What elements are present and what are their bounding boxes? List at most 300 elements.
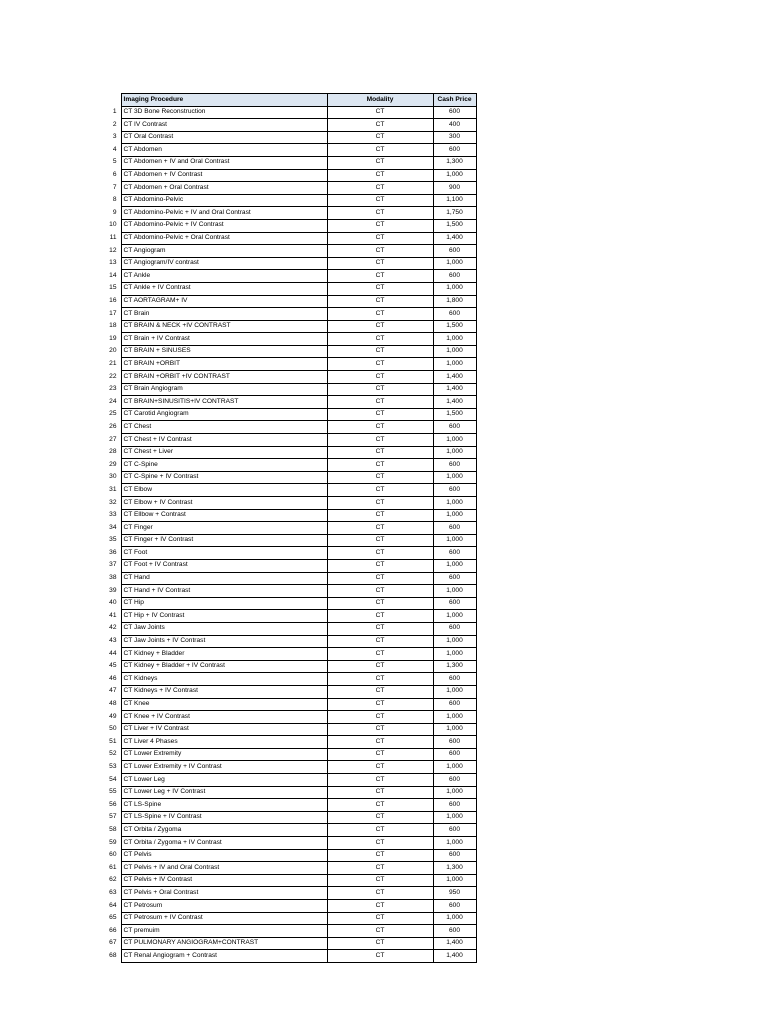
procedure-column-header: Imaging Procedure bbox=[121, 94, 327, 107]
procedure-cell: CT Ankle bbox=[121, 270, 327, 283]
table-row bbox=[102, 824, 476, 837]
procedure-cell: CT BRAIN+SINUSITIS+IV CONTRAST bbox=[121, 396, 327, 409]
row-number: 42 bbox=[109, 624, 117, 632]
table-row bbox=[102, 711, 476, 724]
table-row bbox=[102, 534, 476, 547]
modality-cell: CT bbox=[327, 509, 433, 522]
modality-cell: CT bbox=[327, 207, 433, 220]
modality-cell: CT bbox=[327, 421, 433, 434]
price-cell: 300 bbox=[433, 131, 476, 144]
procedure-cell: CT Foot + IV Contrast bbox=[121, 559, 327, 572]
table-row bbox=[102, 245, 476, 258]
table-row bbox=[102, 685, 476, 698]
table-row bbox=[102, 182, 476, 195]
row-number: 67 bbox=[109, 939, 117, 947]
price-cell: 1,000 bbox=[433, 534, 476, 547]
modality-cell: CT bbox=[327, 219, 433, 232]
table-row bbox=[102, 421, 476, 434]
modality-cell: CT bbox=[327, 711, 433, 724]
modality-cell: CT bbox=[327, 748, 433, 761]
row-number: 4 bbox=[112, 145, 117, 153]
price-cell: 900 bbox=[433, 182, 476, 195]
price-cell: 1,000 bbox=[433, 685, 476, 698]
row-number: 2 bbox=[112, 120, 117, 128]
table-row bbox=[102, 509, 476, 522]
procedure-cell: CT Ellbow + Contrast bbox=[121, 509, 327, 522]
procedure-cell: CT Liver 4 Phases bbox=[121, 736, 327, 749]
table-row bbox=[102, 635, 476, 648]
price-cell: 1,000 bbox=[433, 434, 476, 447]
modality-cell: CT bbox=[327, 660, 433, 673]
table-row bbox=[102, 748, 476, 761]
row-number: 41 bbox=[109, 611, 117, 619]
price-cell: 1,000 bbox=[433, 635, 476, 648]
procedure-cell: CT Jaw Joints bbox=[121, 622, 327, 635]
price-cell: 1,400 bbox=[433, 232, 476, 245]
price-cell: 1,500 bbox=[433, 320, 476, 333]
row-number: 16 bbox=[109, 297, 117, 304]
price-cell: 1,000 bbox=[433, 509, 476, 522]
table-row bbox=[102, 673, 476, 686]
procedure-cell: CT Kidney + Bladder + IV Contrast bbox=[121, 660, 327, 673]
procedure-cell: CT Abdomen + IV and Oral Contrast bbox=[121, 156, 327, 169]
modality-cell: CT bbox=[327, 484, 433, 497]
modality-cell: CT bbox=[327, 849, 433, 862]
price-cell: 1,300 bbox=[433, 660, 476, 673]
modality-cell: CT bbox=[327, 333, 433, 346]
table-row bbox=[102, 572, 476, 585]
table-row bbox=[102, 194, 476, 207]
table-row bbox=[102, 144, 476, 157]
modality-cell: CT bbox=[327, 635, 433, 648]
price-cell: 1,800 bbox=[433, 295, 476, 308]
table-row bbox=[102, 308, 476, 321]
modality-cell: CT bbox=[327, 736, 433, 749]
price-cell: 1,400 bbox=[433, 371, 476, 384]
table-row bbox=[102, 559, 476, 572]
row-number: 36 bbox=[109, 548, 117, 556]
price-cell: 1,500 bbox=[433, 408, 476, 421]
modality-cell: CT bbox=[327, 925, 433, 938]
table-row bbox=[102, 396, 476, 409]
modality-cell: CT bbox=[327, 761, 433, 774]
table-row bbox=[102, 270, 476, 283]
row-number: 17 bbox=[109, 309, 117, 317]
procedure-cell: CT Abdomino-Pelvic + IV Contrast bbox=[121, 219, 327, 232]
modality-cell: CT bbox=[327, 345, 433, 358]
table-row bbox=[102, 622, 476, 635]
procedure-cell: CT BRAIN +ORBIT +IV CONTRAST bbox=[121, 371, 327, 384]
row-number: 15 bbox=[109, 284, 117, 292]
modality-cell: CT bbox=[327, 358, 433, 371]
row-number: 68 bbox=[109, 951, 117, 959]
table-row bbox=[102, 522, 476, 535]
price-cell: 600 bbox=[433, 597, 476, 610]
table-row bbox=[102, 320, 476, 333]
procedure-cell: CT Pelvis + IV and Oral Contrast bbox=[121, 862, 327, 875]
price-cell: 1,000 bbox=[433, 874, 476, 887]
price-cell: 1,000 bbox=[433, 811, 476, 824]
procedure-cell: CT Jaw Joints + IV Contrast bbox=[121, 635, 327, 648]
modality-cell: CT bbox=[327, 622, 433, 635]
procedure-cell: CT Carotid Angiogram bbox=[121, 408, 327, 421]
procedure-cell: CT Lower Extremity bbox=[121, 748, 327, 761]
modality-cell: CT bbox=[327, 937, 433, 950]
row-number: 7 bbox=[112, 183, 117, 191]
procedure-cell: CT Elbow + IV Contrast bbox=[121, 497, 327, 510]
row-number: 18 bbox=[109, 322, 117, 330]
modality-cell: CT bbox=[327, 459, 433, 472]
price-cell: 600 bbox=[433, 799, 476, 812]
procedure-cell: CT Hip + IV Contrast bbox=[121, 610, 327, 623]
modality-cell: CT bbox=[327, 824, 433, 837]
modality-cell: CT bbox=[327, 194, 433, 207]
row-number: 10 bbox=[109, 221, 117, 229]
procedure-cell: CT IV Contrast bbox=[121, 119, 327, 132]
price-cell: 1,000 bbox=[433, 912, 476, 925]
price-cell: 1,000 bbox=[433, 497, 476, 510]
row-number: 28 bbox=[109, 448, 117, 456]
table-row bbox=[102, 446, 476, 459]
price-cell: 1,000 bbox=[433, 345, 476, 358]
procedure-cell: CT Ankle + IV Contrast bbox=[121, 282, 327, 295]
table-row bbox=[102, 597, 476, 610]
procedure-cell: CT Lower Extremity + IV Contrast bbox=[121, 761, 327, 774]
price-cell: 1,400 bbox=[433, 937, 476, 950]
price-cell: 600 bbox=[433, 522, 476, 535]
price-cell: 600 bbox=[433, 748, 476, 761]
modality-cell: CT bbox=[327, 950, 433, 963]
price-cell: 600 bbox=[433, 245, 476, 258]
procedure-cell: CT Oral Contrast bbox=[121, 131, 327, 144]
procedure-cell: CT BRAIN & NECK +IV CONTRAST bbox=[121, 320, 327, 333]
procedure-cell: CT Hip bbox=[121, 597, 327, 610]
modality-cell: CT bbox=[327, 559, 433, 572]
row-number: 25 bbox=[109, 410, 117, 418]
modality-cell: CT bbox=[327, 786, 433, 799]
procedure-cell: CT Renal Angiogram + Contrast bbox=[121, 950, 327, 963]
modality-cell: CT bbox=[327, 837, 433, 850]
price-cell: 1,000 bbox=[433, 761, 476, 774]
price-cell: 600 bbox=[433, 774, 476, 787]
row-number: 52 bbox=[109, 750, 117, 758]
row-number: 43 bbox=[109, 637, 117, 645]
procedure-cell: CT Lower Leg bbox=[121, 774, 327, 787]
row-number: 19 bbox=[109, 334, 117, 342]
row-number: 56 bbox=[109, 800, 117, 808]
price-cell: 600 bbox=[433, 484, 476, 497]
table-row bbox=[102, 610, 476, 623]
procedure-cell: CT Petrosum + IV Contrast bbox=[121, 912, 327, 925]
procedure-cell: CT Lower Leg + IV Contrast bbox=[121, 786, 327, 799]
price-cell: 1,400 bbox=[433, 383, 476, 396]
modality-cell: CT bbox=[327, 799, 433, 812]
procedure-cell: CT Pelvis bbox=[121, 849, 327, 862]
price-cell: 1,750 bbox=[433, 207, 476, 220]
price-cell: 1,000 bbox=[433, 837, 476, 850]
modality-cell: CT bbox=[327, 547, 433, 560]
row-number: 47 bbox=[109, 687, 117, 695]
modality-cell: CT bbox=[327, 610, 433, 623]
price-cell: 600 bbox=[433, 547, 476, 560]
modality-cell: CT bbox=[327, 383, 433, 396]
procedure-cell: CT Abdomen + IV Contrast bbox=[121, 169, 327, 182]
price-cell: 600 bbox=[433, 925, 476, 938]
price-cell: 600 bbox=[433, 622, 476, 635]
modality-cell: CT bbox=[327, 723, 433, 736]
row-number: 53 bbox=[109, 762, 117, 770]
row-number: 32 bbox=[109, 498, 117, 506]
row-number: 21 bbox=[109, 359, 117, 367]
procedure-cell: CT BRAIN + SINUSES bbox=[121, 345, 327, 358]
row-number: 55 bbox=[109, 788, 117, 796]
procedure-cell: CT Kidney + Bladder bbox=[121, 648, 327, 661]
modality-cell: CT bbox=[327, 169, 433, 182]
table-row bbox=[102, 937, 476, 950]
price-cell: 1,000 bbox=[433, 282, 476, 295]
table-row bbox=[102, 232, 476, 245]
modality-cell: CT bbox=[327, 648, 433, 661]
price-cell: 1,000 bbox=[433, 648, 476, 661]
table-row bbox=[102, 925, 476, 938]
price-cell: 1,000 bbox=[433, 471, 476, 484]
price-cell: 600 bbox=[433, 270, 476, 283]
modality-cell: CT bbox=[327, 131, 433, 144]
procedure-cell: CT Abdomino-Pelvic + Oral Contrast bbox=[121, 232, 327, 245]
price-cell: 600 bbox=[433, 900, 476, 913]
modality-cell: CT bbox=[327, 245, 433, 258]
row-number-header bbox=[102, 94, 121, 107]
procedure-cell: CT Finger + IV Contrast bbox=[121, 534, 327, 547]
row-number: 34 bbox=[109, 523, 117, 531]
table-row bbox=[102, 874, 476, 887]
table-row bbox=[102, 786, 476, 799]
modality-cell: CT bbox=[327, 874, 433, 887]
procedure-cell: CT Abdomino-Pelvic + IV and Oral Contrast bbox=[121, 207, 327, 220]
procedure-cell: CT premuim bbox=[121, 925, 327, 938]
row-number: 58 bbox=[109, 825, 117, 833]
table-row bbox=[102, 119, 476, 132]
price-cell: 400 bbox=[433, 119, 476, 132]
price-cell: 1,000 bbox=[433, 585, 476, 598]
table-row bbox=[102, 383, 476, 396]
modality-cell: CT bbox=[327, 597, 433, 610]
table-row bbox=[102, 358, 476, 371]
procedure-cell: CT Kidneys + IV Contrast bbox=[121, 685, 327, 698]
modality-cell: CT bbox=[327, 534, 433, 547]
procedure-cell: CT Knee + IV Contrast bbox=[121, 711, 327, 724]
table-row bbox=[102, 257, 476, 270]
table-row bbox=[102, 648, 476, 661]
price-cell: 1,000 bbox=[433, 257, 476, 270]
table-row bbox=[102, 811, 476, 824]
procedure-cell: CT C-Spine + IV Contrast bbox=[121, 471, 327, 484]
modality-cell: CT bbox=[327, 900, 433, 913]
price-cell: 600 bbox=[433, 144, 476, 157]
procedure-cell: CT Angiogram/IV contrast bbox=[121, 257, 327, 270]
price-cell: 1,300 bbox=[433, 156, 476, 169]
row-number: 46 bbox=[109, 674, 117, 682]
row-number: 45 bbox=[109, 662, 117, 670]
procedure-cell: CT Pelvis + IV Contrast bbox=[121, 874, 327, 887]
table-row bbox=[102, 471, 476, 484]
row-number: 37 bbox=[109, 561, 117, 569]
row-number: 11 bbox=[109, 234, 117, 242]
procedure-cell: CT Brain + IV Contrast bbox=[121, 333, 327, 346]
procedure-cell: CT Petrosum bbox=[121, 900, 327, 913]
row-number: 30 bbox=[109, 473, 117, 481]
price-cell: 950 bbox=[433, 887, 476, 900]
procedure-cell: CT Brain Angiogram bbox=[121, 383, 327, 396]
row-number: 44 bbox=[109, 649, 117, 657]
procedure-cell: CT Finger bbox=[121, 522, 327, 535]
table-row bbox=[102, 497, 476, 510]
price-cell: 1,000 bbox=[433, 333, 476, 346]
table-row bbox=[102, 345, 476, 358]
modality-cell: CT bbox=[327, 308, 433, 321]
modality-cell: CT bbox=[327, 698, 433, 711]
table-row bbox=[102, 459, 476, 472]
modality-cell: CT bbox=[327, 232, 433, 245]
price-cell: 1,300 bbox=[433, 862, 476, 875]
row-number: 39 bbox=[109, 586, 117, 594]
table-row bbox=[102, 900, 476, 913]
table-row bbox=[102, 484, 476, 497]
row-number: 33 bbox=[109, 511, 117, 519]
table-row bbox=[102, 774, 476, 787]
procedure-cell: CT Brain bbox=[121, 308, 327, 321]
row-number: 50 bbox=[109, 725, 117, 733]
row-number: 12 bbox=[109, 246, 117, 254]
price-column-header: Cash Price bbox=[433, 94, 476, 107]
row-number: 62 bbox=[109, 876, 117, 884]
table-row bbox=[102, 660, 476, 673]
table-row bbox=[102, 761, 476, 774]
row-number: 35 bbox=[109, 536, 117, 544]
modality-cell: CT bbox=[327, 408, 433, 421]
row-number: 5 bbox=[112, 158, 117, 166]
price-cell: 600 bbox=[433, 849, 476, 862]
modality-cell: CT bbox=[327, 862, 433, 875]
procedure-cell: CT Elbow bbox=[121, 484, 327, 497]
header-row bbox=[102, 94, 476, 107]
row-number: 38 bbox=[109, 574, 117, 582]
row-number: 48 bbox=[109, 700, 117, 707]
row-number: 51 bbox=[109, 737, 117, 745]
modality-cell: CT bbox=[327, 270, 433, 283]
table-row bbox=[102, 282, 476, 295]
procedure-cell: CT Hand + IV Contrast bbox=[121, 585, 327, 598]
modality-cell: CT bbox=[327, 446, 433, 459]
price-cell: 1,000 bbox=[433, 169, 476, 182]
modality-cell: CT bbox=[327, 282, 433, 295]
row-number: 40 bbox=[109, 599, 117, 607]
table-row bbox=[102, 837, 476, 850]
modality-column-header: Modality bbox=[327, 94, 433, 107]
row-number: 1 bbox=[112, 108, 117, 116]
modality-cell: CT bbox=[327, 585, 433, 598]
modality-cell: CT bbox=[327, 685, 433, 698]
modality-cell: CT bbox=[327, 497, 433, 510]
table-row bbox=[102, 799, 476, 812]
price-cell: 600 bbox=[433, 308, 476, 321]
row-number: 59 bbox=[109, 838, 117, 846]
table-row bbox=[102, 219, 476, 232]
table-row bbox=[102, 862, 476, 875]
price-cell: 1,100 bbox=[433, 194, 476, 207]
row-number: 64 bbox=[109, 901, 117, 909]
table-row bbox=[102, 295, 476, 308]
price-cell: 600 bbox=[433, 572, 476, 585]
row-number: 66 bbox=[109, 926, 117, 934]
row-number: 65 bbox=[109, 914, 117, 922]
price-cell: 600 bbox=[433, 106, 476, 119]
modality-cell: CT bbox=[327, 434, 433, 447]
modality-cell: CT bbox=[327, 471, 433, 484]
row-number: 26 bbox=[109, 422, 117, 430]
row-number: 24 bbox=[109, 397, 117, 405]
modality-cell: CT bbox=[327, 522, 433, 535]
price-cell: 600 bbox=[433, 459, 476, 472]
price-cell: 1,000 bbox=[433, 559, 476, 572]
modality-cell: CT bbox=[327, 673, 433, 686]
row-number: 29 bbox=[109, 460, 117, 468]
procedure-cell: CT Orbita / Zygoma bbox=[121, 824, 327, 837]
modality-cell: CT bbox=[327, 182, 433, 195]
row-number: 31 bbox=[109, 485, 117, 493]
row-number: 9 bbox=[112, 208, 117, 216]
procedure-cell: CT LS-Spine + IV Contrast bbox=[121, 811, 327, 824]
modality-cell: CT bbox=[327, 774, 433, 787]
procedure-cell: CT Kidneys bbox=[121, 673, 327, 686]
modality-cell: CT bbox=[327, 106, 433, 119]
price-cell: 600 bbox=[433, 824, 476, 837]
modality-cell: CT bbox=[327, 257, 433, 270]
price-cell: 1,000 bbox=[433, 786, 476, 799]
table-row bbox=[102, 169, 476, 182]
modality-cell: CT bbox=[327, 811, 433, 824]
procedure-cell: CT AORTAGRAM+ IV bbox=[121, 295, 327, 308]
table-row bbox=[102, 723, 476, 736]
table-row bbox=[102, 736, 476, 749]
procedure-cell: CT Chest + IV Contrast bbox=[121, 434, 327, 447]
procedure-cell: CT Liver + IV Contrast bbox=[121, 723, 327, 736]
procedure-cell: CT BRAIN +ORBIT bbox=[121, 358, 327, 371]
modality-cell: CT bbox=[327, 396, 433, 409]
row-number: 57 bbox=[109, 813, 117, 821]
price-cell: 1,400 bbox=[433, 950, 476, 963]
modality-cell: CT bbox=[327, 295, 433, 308]
price-cell: 1,000 bbox=[433, 358, 476, 371]
procedure-cell: CT Pelvis + Oral Contrast bbox=[121, 887, 327, 900]
table-row bbox=[102, 156, 476, 169]
row-number: 27 bbox=[109, 435, 117, 443]
table-row bbox=[102, 106, 476, 119]
price-cell: 600 bbox=[433, 736, 476, 749]
modality-cell: CT bbox=[327, 572, 433, 585]
row-number: 13 bbox=[109, 259, 117, 267]
procedure-cell: CT Angiogram bbox=[121, 245, 327, 258]
procedure-cell: CT C-Spine bbox=[121, 459, 327, 472]
row-number: 60 bbox=[109, 851, 117, 859]
procedure-cell: CT 3D Bone Reconstruction bbox=[121, 106, 327, 119]
table-row bbox=[102, 547, 476, 560]
procedure-cell: CT Knee bbox=[121, 698, 327, 711]
row-number: 14 bbox=[109, 271, 117, 279]
table-row bbox=[102, 207, 476, 220]
modality-cell: CT bbox=[327, 912, 433, 925]
procedure-cell: CT Chest + Liver bbox=[121, 446, 327, 459]
